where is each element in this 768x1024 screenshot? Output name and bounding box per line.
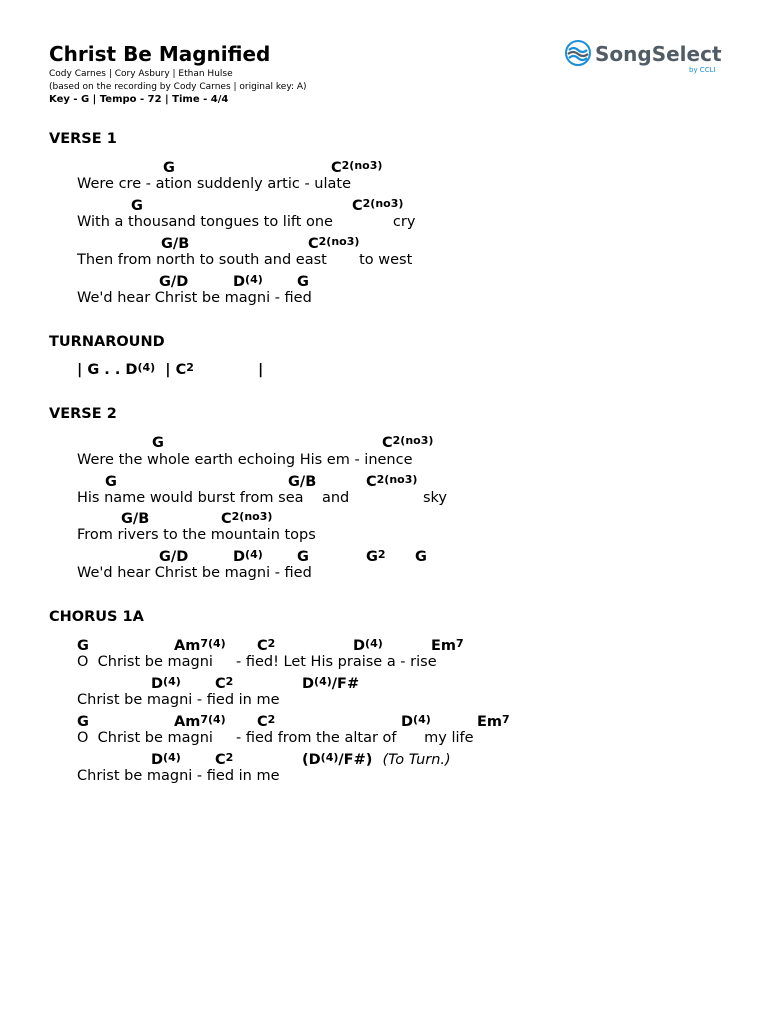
lyric-line: Christ be magni - fied in me <box>77 768 280 784</box>
chord: $D^{(4)}$ <box>353 637 383 654</box>
chord: $C^2$ <box>215 675 234 692</box>
chord: $(D^{(4)}/F\#)$ (To Turn.) <box>302 751 451 768</box>
chord: G <box>152 435 164 451</box>
song-based-on: (based on the recording by Cody Carnes | original key: A) <box>49 82 307 92</box>
chord: G/D <box>159 274 189 290</box>
chord: G <box>415 549 427 565</box>
chord: $Am^{7(4)}$ <box>174 637 226 654</box>
songselect-logo-text: SongSelect <box>595 42 722 66</box>
chord: $C^{2(no3)}$ <box>382 434 434 451</box>
chord: G/B <box>121 511 150 527</box>
chord: $C^{2(no3)}$ <box>352 197 404 214</box>
songselect-logo-by: by CCLI <box>689 66 716 74</box>
section-heading: CHORUS 1A <box>49 609 144 625</box>
lyric-line: His name would burst from sea and sky <box>77 490 447 506</box>
chord: $C^{2(no3)}$ <box>331 159 383 176</box>
section-heading: VERSE 1 <box>49 131 117 147</box>
songselect-waves-icon <box>565 40 591 70</box>
lyric-line: Christ be magni - fied in me <box>77 692 280 708</box>
lyric-line: We'd hear Christ be magni - fied <box>77 290 312 306</box>
chord: $C^2$ <box>257 637 276 654</box>
chord: G <box>105 474 117 490</box>
chord: G <box>297 274 309 290</box>
lyric-line: Were the whole earth echoing His em - inence <box>77 452 413 468</box>
lyric-line: From rivers to the mountain tops <box>77 527 316 543</box>
chord: $D^{(4)}$ <box>233 548 263 565</box>
chord: $C^{2(no3)}$ <box>221 510 273 527</box>
lyric-line: With a thousand tongues to lift one cry <box>77 214 416 230</box>
chord: G <box>297 549 309 565</box>
turnaround-chords: | G . . $D^{(4)}$ | $C^2$ | <box>77 361 264 378</box>
section-heading: VERSE 2 <box>49 406 117 422</box>
chord: G <box>77 638 89 654</box>
song-key-info: Key - G | Tempo - 72 | Time - 4/4 <box>49 94 229 105</box>
song-title: Christ Be Magnified <box>49 42 271 66</box>
lyric-line: Were cre - ation suddenly artic - ulate <box>77 176 352 192</box>
lyric-line: O Christ be magni - fied! Let His praise a - rise <box>77 654 437 670</box>
section-heading: TURNAROUND <box>49 334 165 350</box>
chord: $D^{(4)}$ <box>151 675 181 692</box>
chord: Em$^7$ <box>431 637 464 654</box>
chord: Em$^7$ <box>477 713 510 730</box>
chord: $C^{2(no3)}$ <box>308 235 360 252</box>
to-turn-note: (To Turn.) <box>382 752 451 768</box>
chord: G <box>131 198 143 214</box>
lyric-line: Then from north to south and east to west <box>77 252 413 268</box>
chord: G/B <box>161 236 190 252</box>
chord: G/D <box>159 549 189 565</box>
chord: $C^{2(no3)}$ <box>366 473 418 490</box>
chord: $D^{(4)}$ <box>401 713 431 730</box>
lyric-line: O Christ be magni - fied from the altar of my life <box>77 730 474 746</box>
song-authors: Cody Carnes | Cory Asbury | Ethan Hulse <box>49 69 233 79</box>
chord: G <box>77 714 89 730</box>
chord: $C^2$ <box>215 751 234 768</box>
chord: $D^{(4)}$ <box>233 273 263 290</box>
chord: G <box>163 160 175 176</box>
chord: $D^{(4)}$ <box>151 751 181 768</box>
chord: G/B <box>288 474 317 490</box>
lyric-line: We'd hear Christ be magni - fied <box>77 565 312 581</box>
chord: $C^2$ <box>257 713 276 730</box>
chord: $Am^{7(4)}$ <box>174 713 226 730</box>
chord: $G^2$ <box>366 548 386 565</box>
chord: $D^{(4)}/F\#$ <box>302 675 360 692</box>
